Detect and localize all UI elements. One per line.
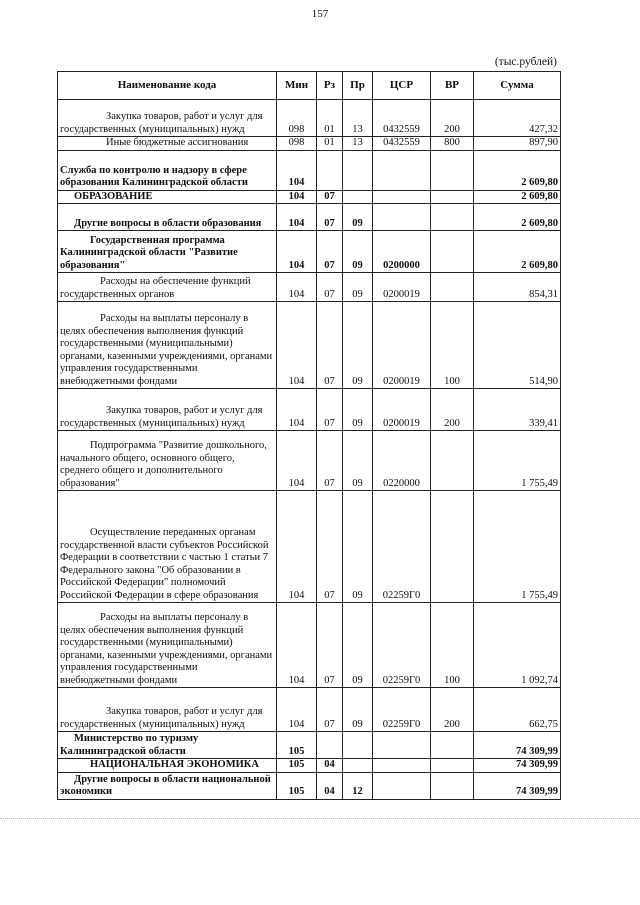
table-row [58,150,561,190]
row-sum: 854,31 [474,273,561,302]
table-row [58,273,561,302]
row-min: 104 [277,273,317,302]
row-sum: 427,32 [474,100,561,137]
row-sum: 897,90 [474,137,561,151]
row-min: 104 [277,688,317,732]
row-min: 098 [277,100,317,137]
row-vr: 800 [431,137,474,151]
row-sum: 662,75 [474,688,561,732]
row-min: 104 [277,190,317,204]
row-pr: 09 [343,302,373,389]
row-vr [431,150,474,190]
row-csr [373,150,431,190]
row-name: Закупка товаров, работ и услуг для государственных (муниципальных) нужд [58,100,277,137]
row-csr: 02259Г0 [373,491,431,603]
row-min: 104 [277,431,317,491]
row-pr: 13 [343,100,373,137]
row-sum: 2 609,80 [474,204,561,231]
row-pr: 13 [343,137,373,151]
table-header-row [58,72,561,100]
row-vr: 100 [431,302,474,389]
row-rz: 07 [317,431,343,491]
row-csr: 0432559 [373,137,431,151]
row-pr: 09 [343,431,373,491]
row-min: 105 [277,772,317,799]
row-csr [373,190,431,204]
row-vr: 200 [431,688,474,732]
row-min: 104 [277,204,317,231]
row-pr [343,732,373,759]
header-name: Наименование кода [58,72,277,100]
table-row [58,603,561,688]
table-row [58,732,561,759]
row-pr: 09 [343,688,373,732]
row-pr [343,150,373,190]
table-row [58,204,561,231]
row-pr: 09 [343,231,373,273]
header-vr: ВР [431,72,474,100]
table-row [58,759,561,773]
row-sum: 1 092,74 [474,603,561,688]
table-row [58,389,561,431]
row-name: Другие вопросы в области образования [58,204,277,231]
header-min: Мин [277,72,317,100]
row-min: 105 [277,732,317,759]
row-rz: 07 [317,688,343,732]
row-rz: 07 [317,491,343,603]
row-name: Расходы на выплаты персоналу в целях обеспечения выполнения функций государственными (муниципальными) органами, казенными учреждениями, органами управления государственными внебюджетными фондами [58,603,277,688]
row-vr [431,732,474,759]
row-csr: 0432559 [373,100,431,137]
row-vr [431,273,474,302]
row-min: 105 [277,759,317,773]
row-min: 104 [277,150,317,190]
row-rz: 07 [317,190,343,204]
table-row [58,688,561,732]
row-min: 104 [277,302,317,389]
row-rz: 07 [317,302,343,389]
row-rz: 01 [317,137,343,151]
row-rz: 07 [317,204,343,231]
row-min: 104 [277,231,317,273]
row-sum: 1 755,49 [474,491,561,603]
row-sum: 74 309,99 [474,772,561,799]
row-csr: 0200019 [373,302,431,389]
row-csr [373,772,431,799]
row-sum: 2 609,80 [474,190,561,204]
row-min: 104 [277,603,317,688]
table-row [58,431,561,491]
table-row [58,491,561,603]
row-name: Подпрограмма "Развитие дошкольного, начального общего, основного общего, среднего общего и дополнительного образования" [58,431,277,491]
row-sum: 2 609,80 [474,231,561,273]
row-sum: 74 309,99 [474,759,561,773]
row-rz: 07 [317,389,343,431]
row-csr: 02259Г0 [373,688,431,732]
table-row [58,772,561,799]
row-min: 098 [277,137,317,151]
row-name: Служба по контролю и надзору в сфере образования Калининградской области [58,150,277,190]
row-pr: 09 [343,389,373,431]
row-name: Закупка товаров, работ и услуг для государственных (муниципальных) нужд [58,688,277,732]
row-sum: 74 309,99 [474,732,561,759]
row-vr [431,491,474,603]
row-csr: 0220000 [373,431,431,491]
row-pr: 09 [343,273,373,302]
row-name: Министерство по туризму Калининградской области [58,732,277,759]
table-row [58,100,561,137]
row-vr [431,190,474,204]
row-rz [317,732,343,759]
row-pr [343,190,373,204]
row-name: Расходы на обеспечение функций государственных органов [58,273,277,302]
row-name: Закупка товаров, работ и услуг для государственных (муниципальных) нужд [58,389,277,431]
row-name: Расходы на выплаты персоналу в целях обеспечения выполнения функций государственными (муниципальными) органами, казенными учреждениями, органами управления государственными внебюджетными фондами [58,302,277,389]
table-row [58,137,561,151]
row-rz: 04 [317,759,343,773]
header-sum: Сумма [474,72,561,100]
header-csr: ЦСР [373,72,431,100]
row-vr [431,431,474,491]
header-rz: Рз [317,72,343,100]
table-row [58,302,561,389]
page-number: 157 [311,8,329,20]
row-vr [431,772,474,799]
row-vr [431,759,474,773]
row-csr [373,759,431,773]
row-sum: 1 755,49 [474,431,561,491]
header-pr: Пр [343,72,373,100]
row-name: Государственная программа Калининградской области "Развитие образования" [58,231,277,273]
row-pr: 09 [343,603,373,688]
row-name: ОБРАЗОВАНИЕ [58,190,277,204]
row-vr: 200 [431,100,474,137]
row-csr: 0200019 [373,273,431,302]
row-rz [317,150,343,190]
row-rz: 01 [317,100,343,137]
row-sum: 514,90 [474,302,561,389]
row-csr: 02259Г0 [373,603,431,688]
row-csr [373,204,431,231]
row-vr [431,231,474,273]
row-name: Иные бюджетные ассигнования [58,137,277,151]
row-csr: 0200019 [373,389,431,431]
row-sum: 339,41 [474,389,561,431]
table-row [58,190,561,204]
row-pr: 12 [343,772,373,799]
row-pr: 09 [343,204,373,231]
row-rz: 07 [317,273,343,302]
row-vr [431,204,474,231]
row-csr: 0200000 [373,231,431,273]
table-row [58,231,561,273]
scan-edge-line [0,818,640,819]
budget-table [57,71,561,800]
row-rz: 07 [317,603,343,688]
row-rz: 04 [317,772,343,799]
units-note: (тыс.рублей) [494,56,557,68]
row-sum: 2 609,80 [474,150,561,190]
row-min: 104 [277,491,317,603]
row-min: 104 [277,389,317,431]
row-name: НАЦИОНАЛЬНАЯ ЭКОНОМИКА [58,759,277,773]
row-name: Другие вопросы в области национальной экономики [58,772,277,799]
row-rz: 07 [317,231,343,273]
row-vr: 100 [431,603,474,688]
row-csr [373,732,431,759]
row-vr: 200 [431,389,474,431]
row-name: Осуществление переданных органам государственной власти субъектов Российской Федерации в соответствии с частью 1 статьи 7 Федерального закона "Об образовании в Российской Федерации" полномочий Российской Федерации в сфере образования [58,491,277,603]
row-pr [343,759,373,773]
row-pr: 09 [343,491,373,603]
